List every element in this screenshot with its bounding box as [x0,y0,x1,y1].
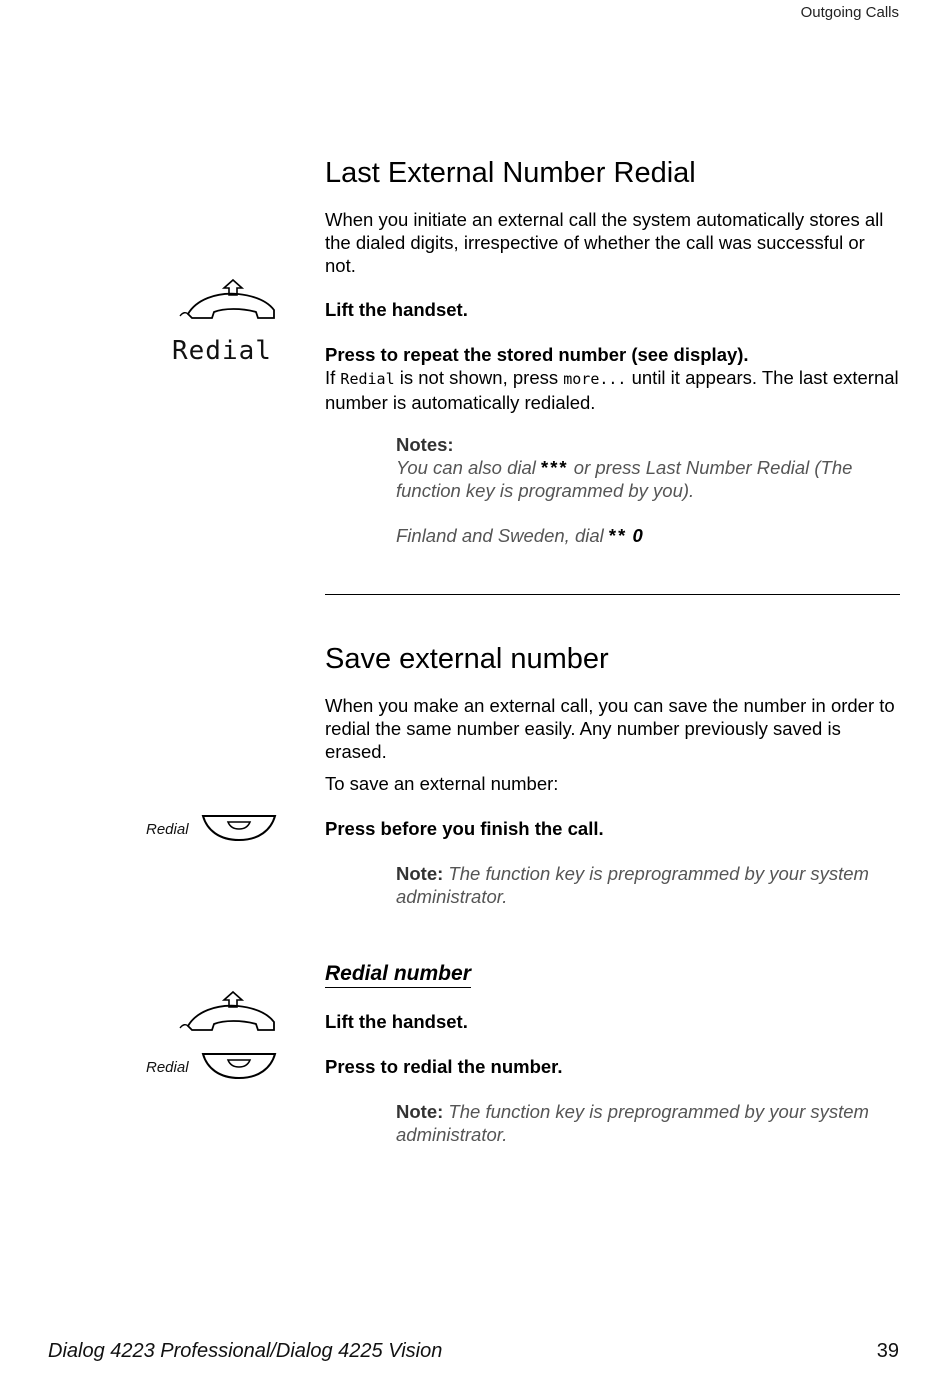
notes-label: Notes: [396,434,454,455]
note-block [396,862,900,908]
handset-lift-icon [178,988,278,1039]
footer-product-name: Dialog 4223 Professional/Dialog 4225 Vision [48,1340,443,1362]
section-title-last-external-number-redial: Last External Number Redial [325,157,696,189]
display-code-redial: Redial [340,370,395,388]
display-text-redial: Redial [172,336,272,366]
page-number: 39 [876,1340,899,1362]
note-block-2 [396,1100,900,1146]
section1-intro: When you initiate an external call the system automatically stores all the dialed digits, irrespective of whether the call was successful or not. [325,209,884,276]
key-label-redial: Redial [146,821,189,838]
section-title-save-external-number: Save external number [325,643,609,675]
note-text: The function key is preprogrammed by your system administrator. [396,863,869,907]
step-lift-handset-2: Lift the handset. [325,1011,468,1032]
display-code-more: more... [563,370,627,388]
star-code: *** [541,457,569,478]
star-code: ** [608,525,628,546]
note-label: Note: [396,863,444,884]
function-key-icon [201,1052,277,1087]
detail-text: is not shown, press [394,367,564,388]
section2-intro: When you make an external call, you can save the number in order to redial the same number easily. Any number previously saved is erased. [325,695,895,762]
step-press-before-finish: Press before you finish the call. [325,818,604,839]
note-text: Finland and Sweden, dial [396,525,609,546]
key-label-redial-2: Redial [146,1059,189,1076]
section-divider [325,594,900,595]
note-text: You can also dial [396,457,542,478]
notes-block [396,433,900,547]
section2-lead: To save an external number: [325,773,559,794]
step-press-to-redial: Press to redial the number. [325,1056,563,1077]
note-line-2 [396,525,645,546]
detail-text: If [325,367,341,388]
detail-text: until it appears. The last external number is automatically redialed. [325,367,899,413]
note-text: The function key is preprogrammed by your system administrator. [396,1101,869,1145]
function-key-icon [201,814,277,849]
step-press-redial-text: Press to repeat the stored number (see display). [325,344,749,365]
note-label: Note: [396,1101,444,1122]
handset-lift-icon [178,276,278,327]
note-line-1 [396,457,852,501]
subsection-title-redial-number: Redial number [325,962,471,988]
running-header: Outgoing Calls [800,4,899,21]
note-text: or press Last Number Redial (The function key is programmed by you). [396,457,853,501]
step-press-redial [325,343,900,414]
step-lift-handset: Lift the handset. [325,299,468,320]
digit-code: 0 [632,525,645,546]
